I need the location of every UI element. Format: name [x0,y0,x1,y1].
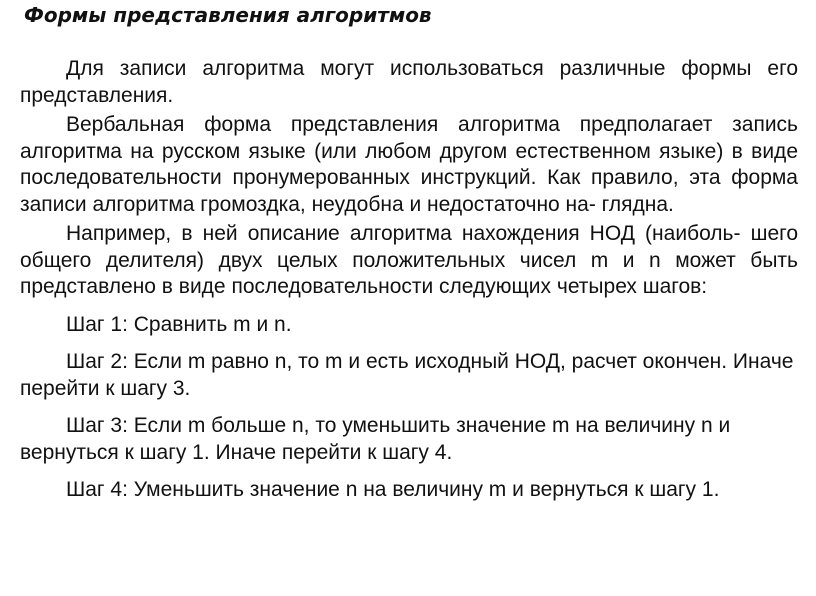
step-3: Шаг 3: Если m больше n, то уменьшить значение m на величину n и вернуться к шагу 1. Иначе перейти к шагу 4. [20,414,731,464]
paragraph-verbal-form: Вербальная форма представления алгоритма предполагает запись алгоритма на русском языке (или любом другом естественном языке) в виде последовательности пронумерованных инструкций. Как правило, эта форма записи алгоритма громоздка, неудобна и недостаточно на- глядна. [20,113,798,216]
step-1: Шаг 1: Сравнить m и n. [66,312,292,336]
section-title: Формы представления алгоритмов [24,3,432,27]
step-4: Шаг 4: Уменьшить значение n на величину m и вернуться к шагу 1. [66,478,720,501]
step-2: Шаг 2: Если m равно n, то m и есть исходный НОД, расчет окончен. Иначе перейти к шагу 3. [20,350,794,400]
paragraph-intro: Для записи алгоритма могут использоваться различные формы его представления. [20,57,798,107]
document-body [20,56,798,504]
paragraph-example: Например, в ней описание алгоритма нахождения НОД (наиболь- шего общего делителя) двух целых положительных чисел m и n может быть представлено в виде последовательности следующих четырех шагов: [20,222,798,298]
